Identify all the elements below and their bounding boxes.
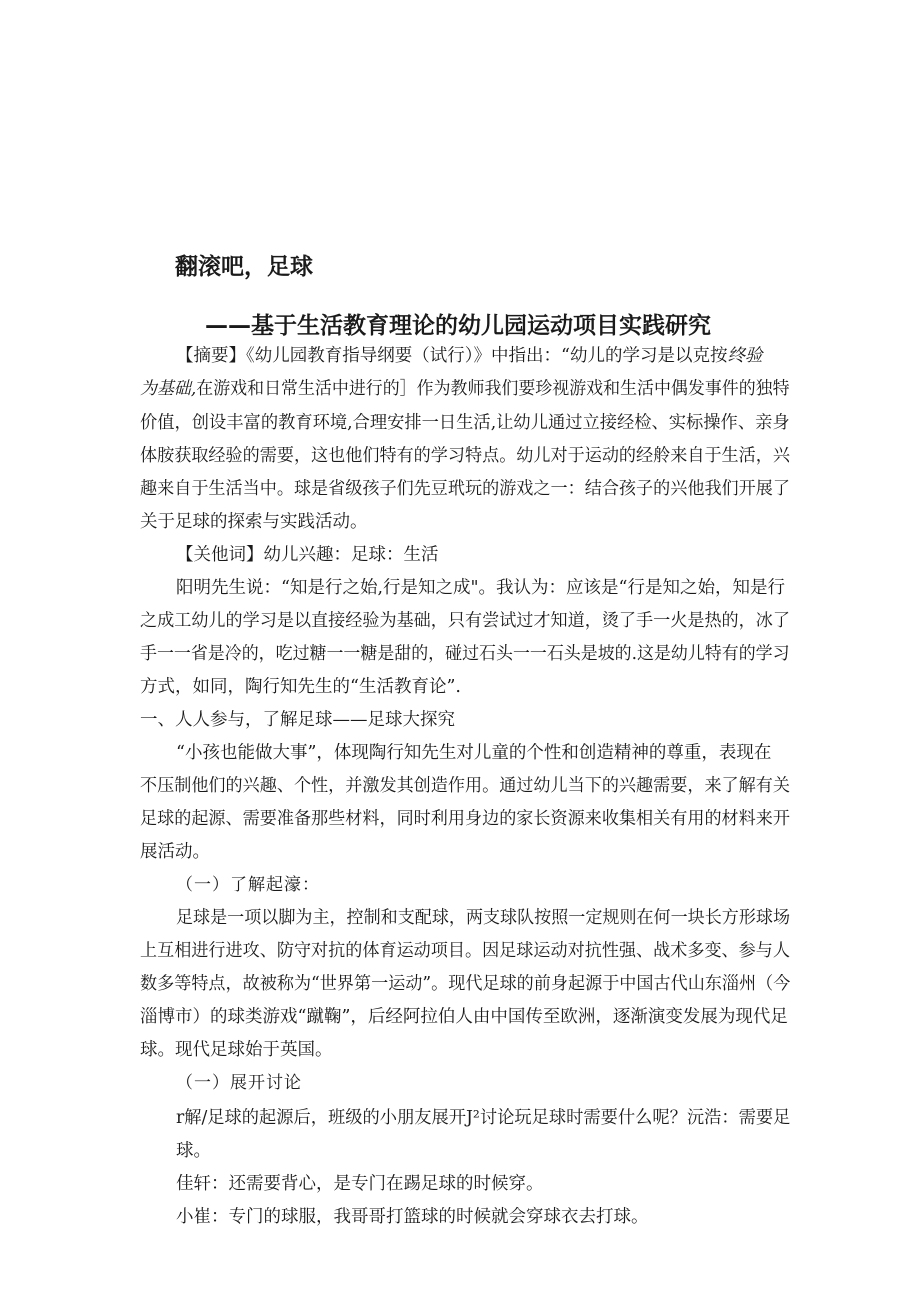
document-title: 翻滚吧，足球 bbox=[175, 254, 313, 280]
intro-line-1: 阳明先生说：“知是行之始,行是知之成"。我认为：应该是“行是知之始，知是行 bbox=[176, 578, 786, 598]
intro-line-2: 之成工幼儿的学习是以直接经验为基础，只有尝试过才知道，烫了手一火是热的，冰了 bbox=[140, 611, 790, 631]
subsection-1-line-5: 球。现代足球始于英国。 bbox=[140, 1040, 333, 1060]
section-1-heading: 一、人人参与，了解足球——足球大探究 bbox=[140, 710, 455, 730]
abstract-line-2 bbox=[140, 381, 790, 399]
abstract-text: 【摘要】《幼儿园教育指导纲要（试行）》中指出：“幼儿的学习是以克按 bbox=[176, 346, 728, 366]
abstract-line-5: 趣来自于生活当中。球是省级孩子们先豆玳玩的游戏之一：结合孩子的兴他我们开展了 bbox=[140, 479, 790, 499]
section-1-line-2: 不压制他们的兴趣、个性，并激发其创造作用。通过幼儿当下的兴趣需要，来了解有关 bbox=[140, 776, 790, 796]
abstract-italic-text: 终验 bbox=[727, 346, 763, 366]
abstract-line-6: 关于足球的探索与实践活动。 bbox=[140, 512, 368, 532]
subsection-1-line-2: 上互相进行进攻、防守对抗的体育运动项目。因足球运动对抗性强、战术多变、参与人 bbox=[140, 941, 790, 961]
section-1-line-1: “小孩也能做大事”，体现陶行知先生对儿童的个性和创造精神的尊重，表现在 bbox=[176, 743, 772, 763]
abstract-italic-text: 为基础, bbox=[140, 379, 197, 399]
intro-line-4: 方式，如同，陶行知先生的“生活教育论”. bbox=[140, 677, 461, 697]
abstract-line-3: 价值，创设丰富的教育环境,合理安排一日生活,让幼儿通过立接经检、实标操作、亲身 bbox=[140, 413, 790, 433]
section-1-line-4: 展活动。 bbox=[140, 842, 210, 862]
subsection-1-line-1: 足球是一项以脚为主，控制和支配球，两支球队按照一定规则在何一块长方形球场 bbox=[176, 908, 790, 928]
document-subtitle: ——基于生活教育理论的幼儿园运动项目实践研究 bbox=[205, 313, 711, 339]
subsection-1-line-4: 淄博市）的球类游戏“蹴鞠”，后经阿拉伯人由中国传至欧洲，逐渐演变发展为现代足 bbox=[140, 1007, 788, 1027]
intro-line-3: 手一一省是冷的，吃过糖一一糖是甜的，碰过石头一一石头是坡的.这是幼儿特有的学习 bbox=[140, 644, 790, 664]
subsection-1-heading: （一）了解起濠： bbox=[176, 875, 320, 895]
keywords-line: 【关他词】幼儿兴趣：足球：生活 bbox=[176, 545, 439, 565]
subsection-2-line-3: 佳轩：还需要背心，是专门在踢足球的时候穿。 bbox=[176, 1174, 544, 1194]
subsection-2-line-1: r解/足球的起源后，班级的小朋友展开J²讨论玩足球时需要什么呢？沅浩：需要足 bbox=[176, 1108, 791, 1128]
subsection-2-line-4: 小崔：专门的球服，我哥哥打篮球的时候就会穿球衣去打球。 bbox=[176, 1207, 649, 1227]
abstract-line-4: 体胺获取经验的需要，这也他们特有的学习特点。幼儿对于运动的经舲来自于生活，兴 bbox=[140, 446, 790, 466]
abstract-text: 在游戏和日常生活中进行的］作为教师我们要珍视游戏和生活中偶发事件的独特 bbox=[196, 379, 790, 399]
section-1-line-3: 足球的起源、需要准备那些材料，同时利用身边的家长资源来收集相关有用的材料来开 bbox=[140, 809, 790, 829]
subsection-2-heading: （一）展开讨论 bbox=[176, 1073, 302, 1093]
abstract-line-1 bbox=[176, 348, 762, 366]
subsection-1-line-3: 数多等特点，故被称为“世界第一运动”。现代足球的前身起源于中国古代山东淄州（今 bbox=[140, 974, 791, 994]
subsection-2-line-2: 球。 bbox=[176, 1141, 211, 1161]
